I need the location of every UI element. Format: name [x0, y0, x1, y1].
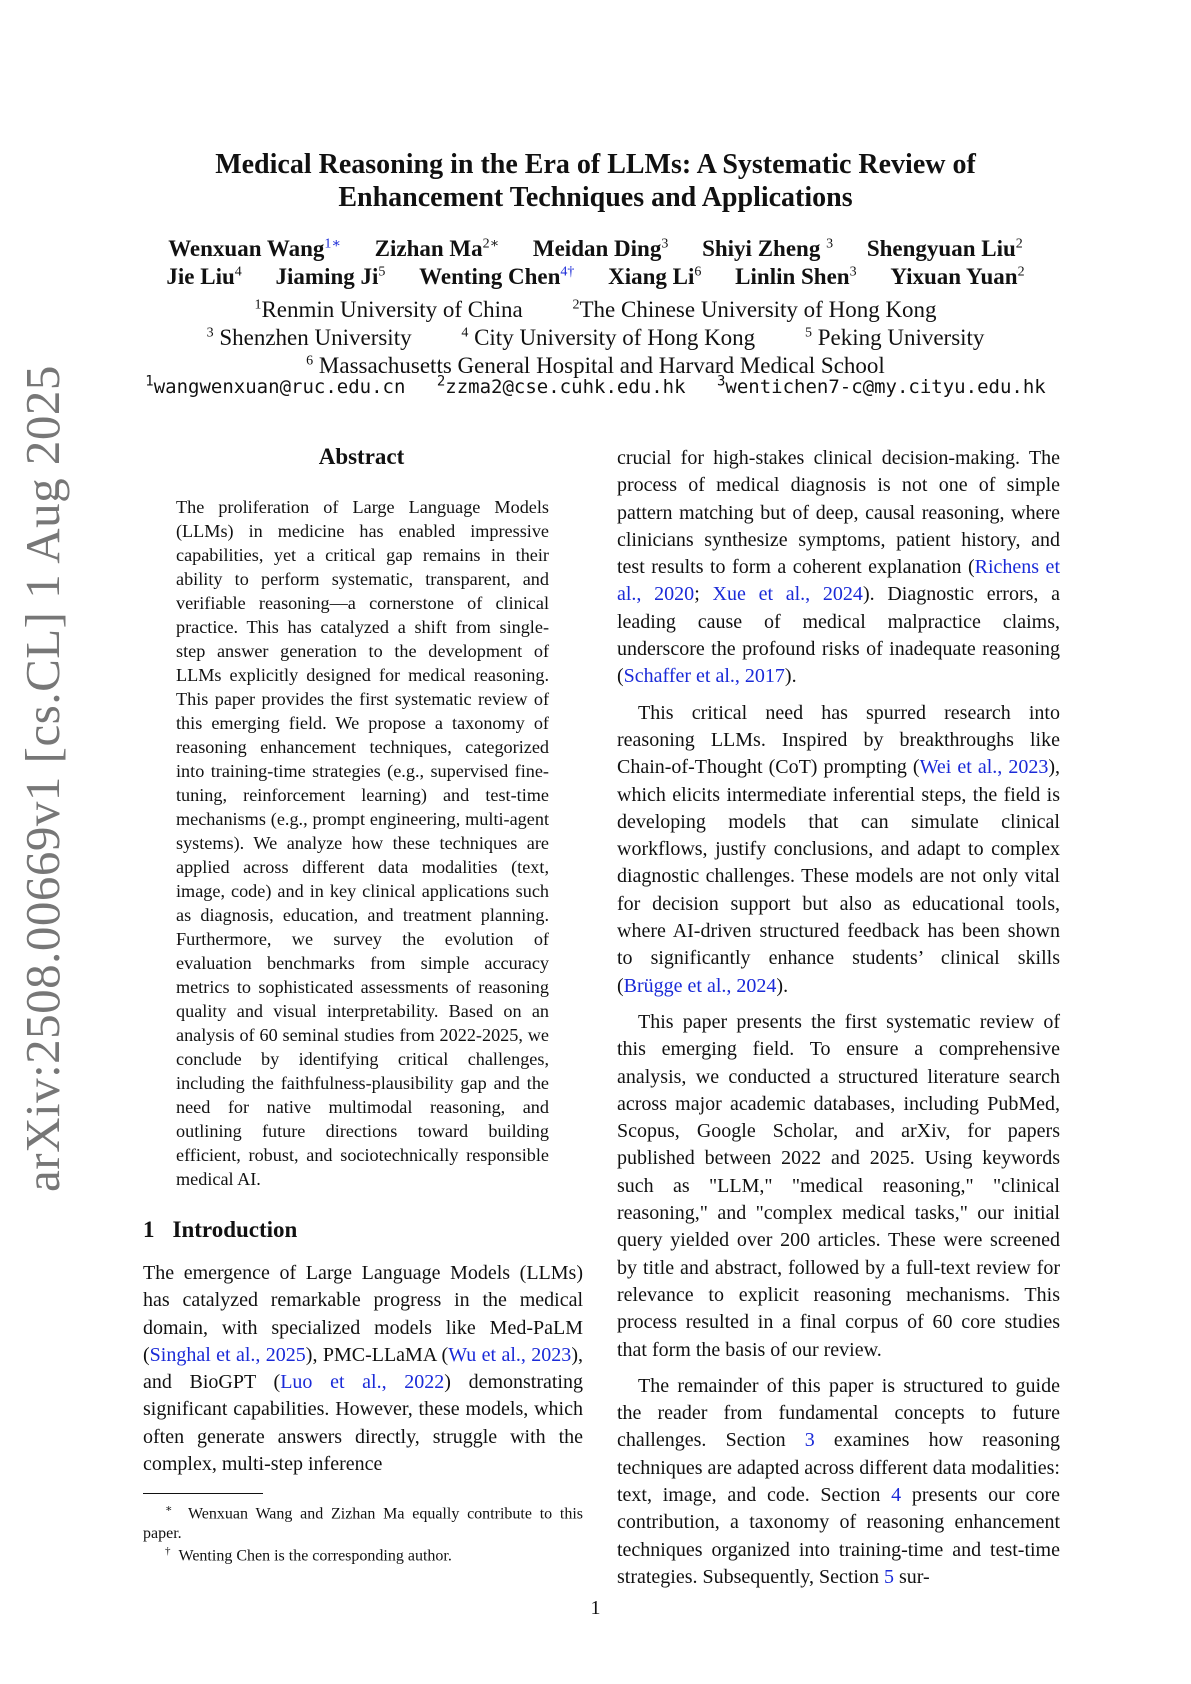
section-ref-link[interactable]: 4 — [891, 1483, 902, 1506]
author-affiliation-mark: 3 — [661, 236, 669, 251]
author-name: Zizhan Ma — [374, 235, 483, 261]
text-run: This critical need has spurred research into reasoning LLMs. Inspired by breakthroughs like Chain-of-Thought (CoT) prompting ( — [617, 701, 1060, 779]
author-name: Shengyuan Liu — [866, 235, 1016, 261]
text-run: crucial for high-stakes clinical decision-making. The process of medical diagnosis is not one of simple pattern matching but of deep, causal reasoning, where clinicians synthesize symptoms, patient history, and test results to form a coherent explanation ( — [617, 447, 1060, 579]
footnote — [143, 1499, 583, 1544]
footnote-text: Wenting Chen is the corresponding author. — [178, 1547, 452, 1565]
footnote-mark: † — [165, 1545, 171, 1557]
email-address: wentichen7-c@my.cityu.edu.hk — [725, 376, 1046, 399]
email-mark: 2 — [436, 374, 446, 390]
affiliation — [207, 325, 412, 350]
author-affiliation-mark: 2∗ — [482, 236, 500, 251]
citation-link[interactable]: Wei et al., 2023 — [919, 756, 1049, 779]
affiliation — [572, 297, 936, 322]
affiliation-mark: 5 — [804, 325, 812, 340]
author-affiliation-mark: 4 — [234, 264, 242, 279]
email-address: zzma2@cse.cuhk.edu.hk — [445, 376, 686, 399]
author-affiliation-mark: 5 — [378, 264, 386, 279]
authors-row-2 — [0, 258, 1191, 291]
author — [890, 264, 1024, 289]
author-affiliation-mark: 3 — [849, 264, 857, 279]
affiliation — [461, 325, 755, 350]
text-run: The remainder of this paper is structured to guide the reader from fundamental concepts to future challenges. Section — [617, 1374, 1060, 1452]
footnote-text: Wenxuan Wang and Zizhan Ma equally contribute to this paper. — [143, 1505, 584, 1543]
affiliation-mark: 3 — [206, 325, 214, 340]
citation-link[interactable]: Richens et al., 2020 — [617, 556, 1060, 606]
intro-paragraph-3: This paper presents the first systematic review of this emerging field. To ensure a comprehensive analysis, we conducted a structured literature search across major academic databases, including PubMed, Scopus, Google Scholar, and arXiv, for papers published between 2022 and 2025. Using keywords such as "LLM," "medical reasoning," "clinical reasoning," and "complex medical tasks," our initial query yielded over 200 articles. These were screened by title and abstract, followed by a full-text review for relevance to explicit reasoning mechanisms. This process resulted in a final corpus of 60 core studies that form the basis of our review. — [617, 1010, 1060, 1361]
citation-link[interactable]: Schaffer et al., 2017 — [623, 665, 785, 688]
author — [735, 264, 856, 289]
affiliation-name: Peking University — [811, 324, 985, 350]
author — [867, 236, 1023, 261]
author — [419, 264, 574, 289]
citation-link[interactable]: Brügge et al., 2024 — [623, 974, 777, 997]
author-name: Jiaming Ji — [275, 263, 379, 289]
citation-link[interactable]: Singhal et al., 2025 — [149, 1343, 306, 1366]
email-mark: 3 — [716, 374, 726, 390]
paper-title — [0, 148, 1191, 214]
text-run: ). — [784, 665, 797, 688]
text-run: The emergence of Large Language Models (LLMs) has catalyzed remarkable progress in the medical domain, with specialized models like Med-PaLM ( — [143, 1262, 583, 1366]
author-affiliation-mark: 3 — [826, 236, 834, 251]
section-heading-introduction — [143, 1217, 297, 1243]
intro-paragraph-4 — [617, 1373, 1060, 1591]
text-run: ). — [776, 974, 789, 997]
title-line-2: Enhancement Techniques and Applications — [338, 182, 853, 213]
author-emails — [0, 374, 1191, 398]
title-line-1: Medical Reasoning in the Era of LLMs: A Systematic Review of — [215, 149, 976, 180]
author-name: Jie Liu — [166, 263, 235, 289]
affiliation — [805, 325, 985, 350]
section-number: 1 — [143, 1217, 155, 1242]
email — [437, 376, 686, 398]
author-affiliation-mark: 2 — [1017, 264, 1025, 279]
author-name: Shiyi Zheng — [702, 235, 821, 261]
email — [145, 376, 405, 398]
author — [168, 236, 341, 261]
intro-paragraph-continued — [617, 445, 1060, 691]
section-ref-link[interactable]: 5 — [884, 1565, 894, 1588]
right-column — [617, 445, 1060, 1600]
author-name: Meidan Ding — [532, 235, 662, 261]
email-mark: 1 — [145, 374, 154, 390]
author — [276, 264, 386, 289]
text-run: ). Diagnostic errors, a leading cause of medical malpractice claims, underscore the profound risks of inadequate reasoning ( — [617, 583, 1061, 688]
abstract-heading: Abstract — [318, 444, 405, 469]
affiliation-mark: 4 — [461, 325, 469, 340]
author-affiliation-mark: 4† — [560, 264, 575, 279]
intro-paragraph-2 — [617, 700, 1060, 1000]
author-affiliation-mark: 1∗ — [324, 236, 341, 251]
author-name: Yixuan Yuan — [890, 263, 1018, 289]
text-run: sur- — [894, 1565, 930, 1588]
author-name: Linlin Shen — [735, 263, 850, 289]
affiliation — [254, 297, 522, 322]
citation-link[interactable]: Luo et al., 2022 — [280, 1371, 445, 1394]
section-ref-link[interactable]: 3 — [804, 1429, 815, 1452]
citation-link[interactable]: Wu et al., 2023 — [448, 1343, 572, 1366]
author — [166, 264, 241, 289]
author-affiliation-mark: 6 — [694, 264, 702, 279]
text-run: ), and BioGPT ( — [143, 1343, 583, 1394]
author — [533, 236, 668, 261]
author-name: Wenxuan Wang — [168, 235, 325, 261]
author — [702, 236, 833, 261]
affiliation-mark: 6 — [306, 353, 314, 368]
text-run: presents our core contribution, a taxonomy of reasoning enhancement techniques organized into training-time and test-time strategies. Subsequently, Section — [617, 1483, 1060, 1588]
email — [717, 376, 1046, 398]
affiliation-mark: 2 — [572, 297, 580, 312]
text-run: ) demonstrating significant capabilities. However, these models, which often generate answers directly, struggle with the complex, multi-step inference — [143, 1371, 583, 1476]
page-number: 1 — [590, 1597, 601, 1619]
author-affiliation-mark: 2 — [1015, 236, 1023, 251]
intro-paragraph-1 — [143, 1260, 583, 1478]
affiliation-name: City University of Hong Kong — [468, 324, 756, 350]
affiliation-name: Shenzhen University — [213, 324, 412, 350]
author — [608, 264, 701, 289]
affiliation-name: Massachusetts General Hospital and Harvard Medical School — [313, 352, 885, 378]
affiliation-name: The Chinese University of Hong Kong — [579, 296, 937, 322]
author-name: Xiang Li — [608, 263, 695, 289]
text-run: ), PMC-LLaMA ( — [305, 1343, 449, 1366]
text-run: ; — [694, 583, 713, 606]
section-title: Introduction — [172, 1217, 298, 1242]
author — [375, 236, 500, 261]
email-address: wangwenxuan@ruc.edu.cn — [153, 376, 406, 399]
arxiv-identifier: arXiv:2508.00669v1 [cs.CL] 1 Aug 2025 — [15, 365, 70, 1192]
text-run: ), which elicits intermediate inferential steps, the field is developing models that can simulate clinical workflows, justify conclusions, and adapt to complex diagnostic challenges. These models are not only vital for decision support but also as educational tools, where AI-driven structured feedback has been shown to significantly enhance students’ clinical skills ( — [617, 756, 1060, 997]
affiliation-name: Renmin University of China — [261, 296, 523, 322]
text-run: examines how reasoning techniques are adapted across different data modalities: text, image, and code. Section — [617, 1429, 1060, 1506]
author-name: Wenting Chen — [419, 263, 561, 289]
footnote-rule — [143, 1493, 263, 1494]
footnote — [143, 1541, 583, 1566]
citation-link[interactable]: Xue et al., 2024 — [712, 583, 863, 606]
abstract-text: The proliferation of Large Language Models (LLMs) in medicine has enabled impressive capabilities, yet a critical gap remains in their ability to perform systematic, transparent, and verifiable reasoning—a cornerstone of clinical practice. This has catalyzed a shift from single-step answer generation to the development of LLMs explicitly designed for medical reasoning. This paper provides the first systematic review of this emerging field. We propose a taxonomy of reasoning enhancement techniques, categorized into training-time strategies (e.g., supervised fine-tuning, reinforcement learning) and test-time mechanisms (e.g., prompt engineering, multi-agent systems). We analyze how these techniques are applied across different data modalities (text, image, code) and in key clinical applications such as diagnosis, education, and treatment planning. Furthermore, we survey the evolution of evaluation benchmarks from simple accuracy metrics to sophisticated assessments of reasoning quality and visual interpretability. Based on an analysis of 60 seminal studies from 2022-2025, we conclude by identifying critical challenges, including the faithfulness-plausibility gap and the need for native multimodal reasoning, and outlining future directions toward building efficient, robust, and sociotechnically responsible medical AI. — [176, 497, 549, 1189]
footnote-mark: ∗ — [165, 1503, 173, 1515]
affiliation-mark: 1 — [254, 297, 262, 312]
